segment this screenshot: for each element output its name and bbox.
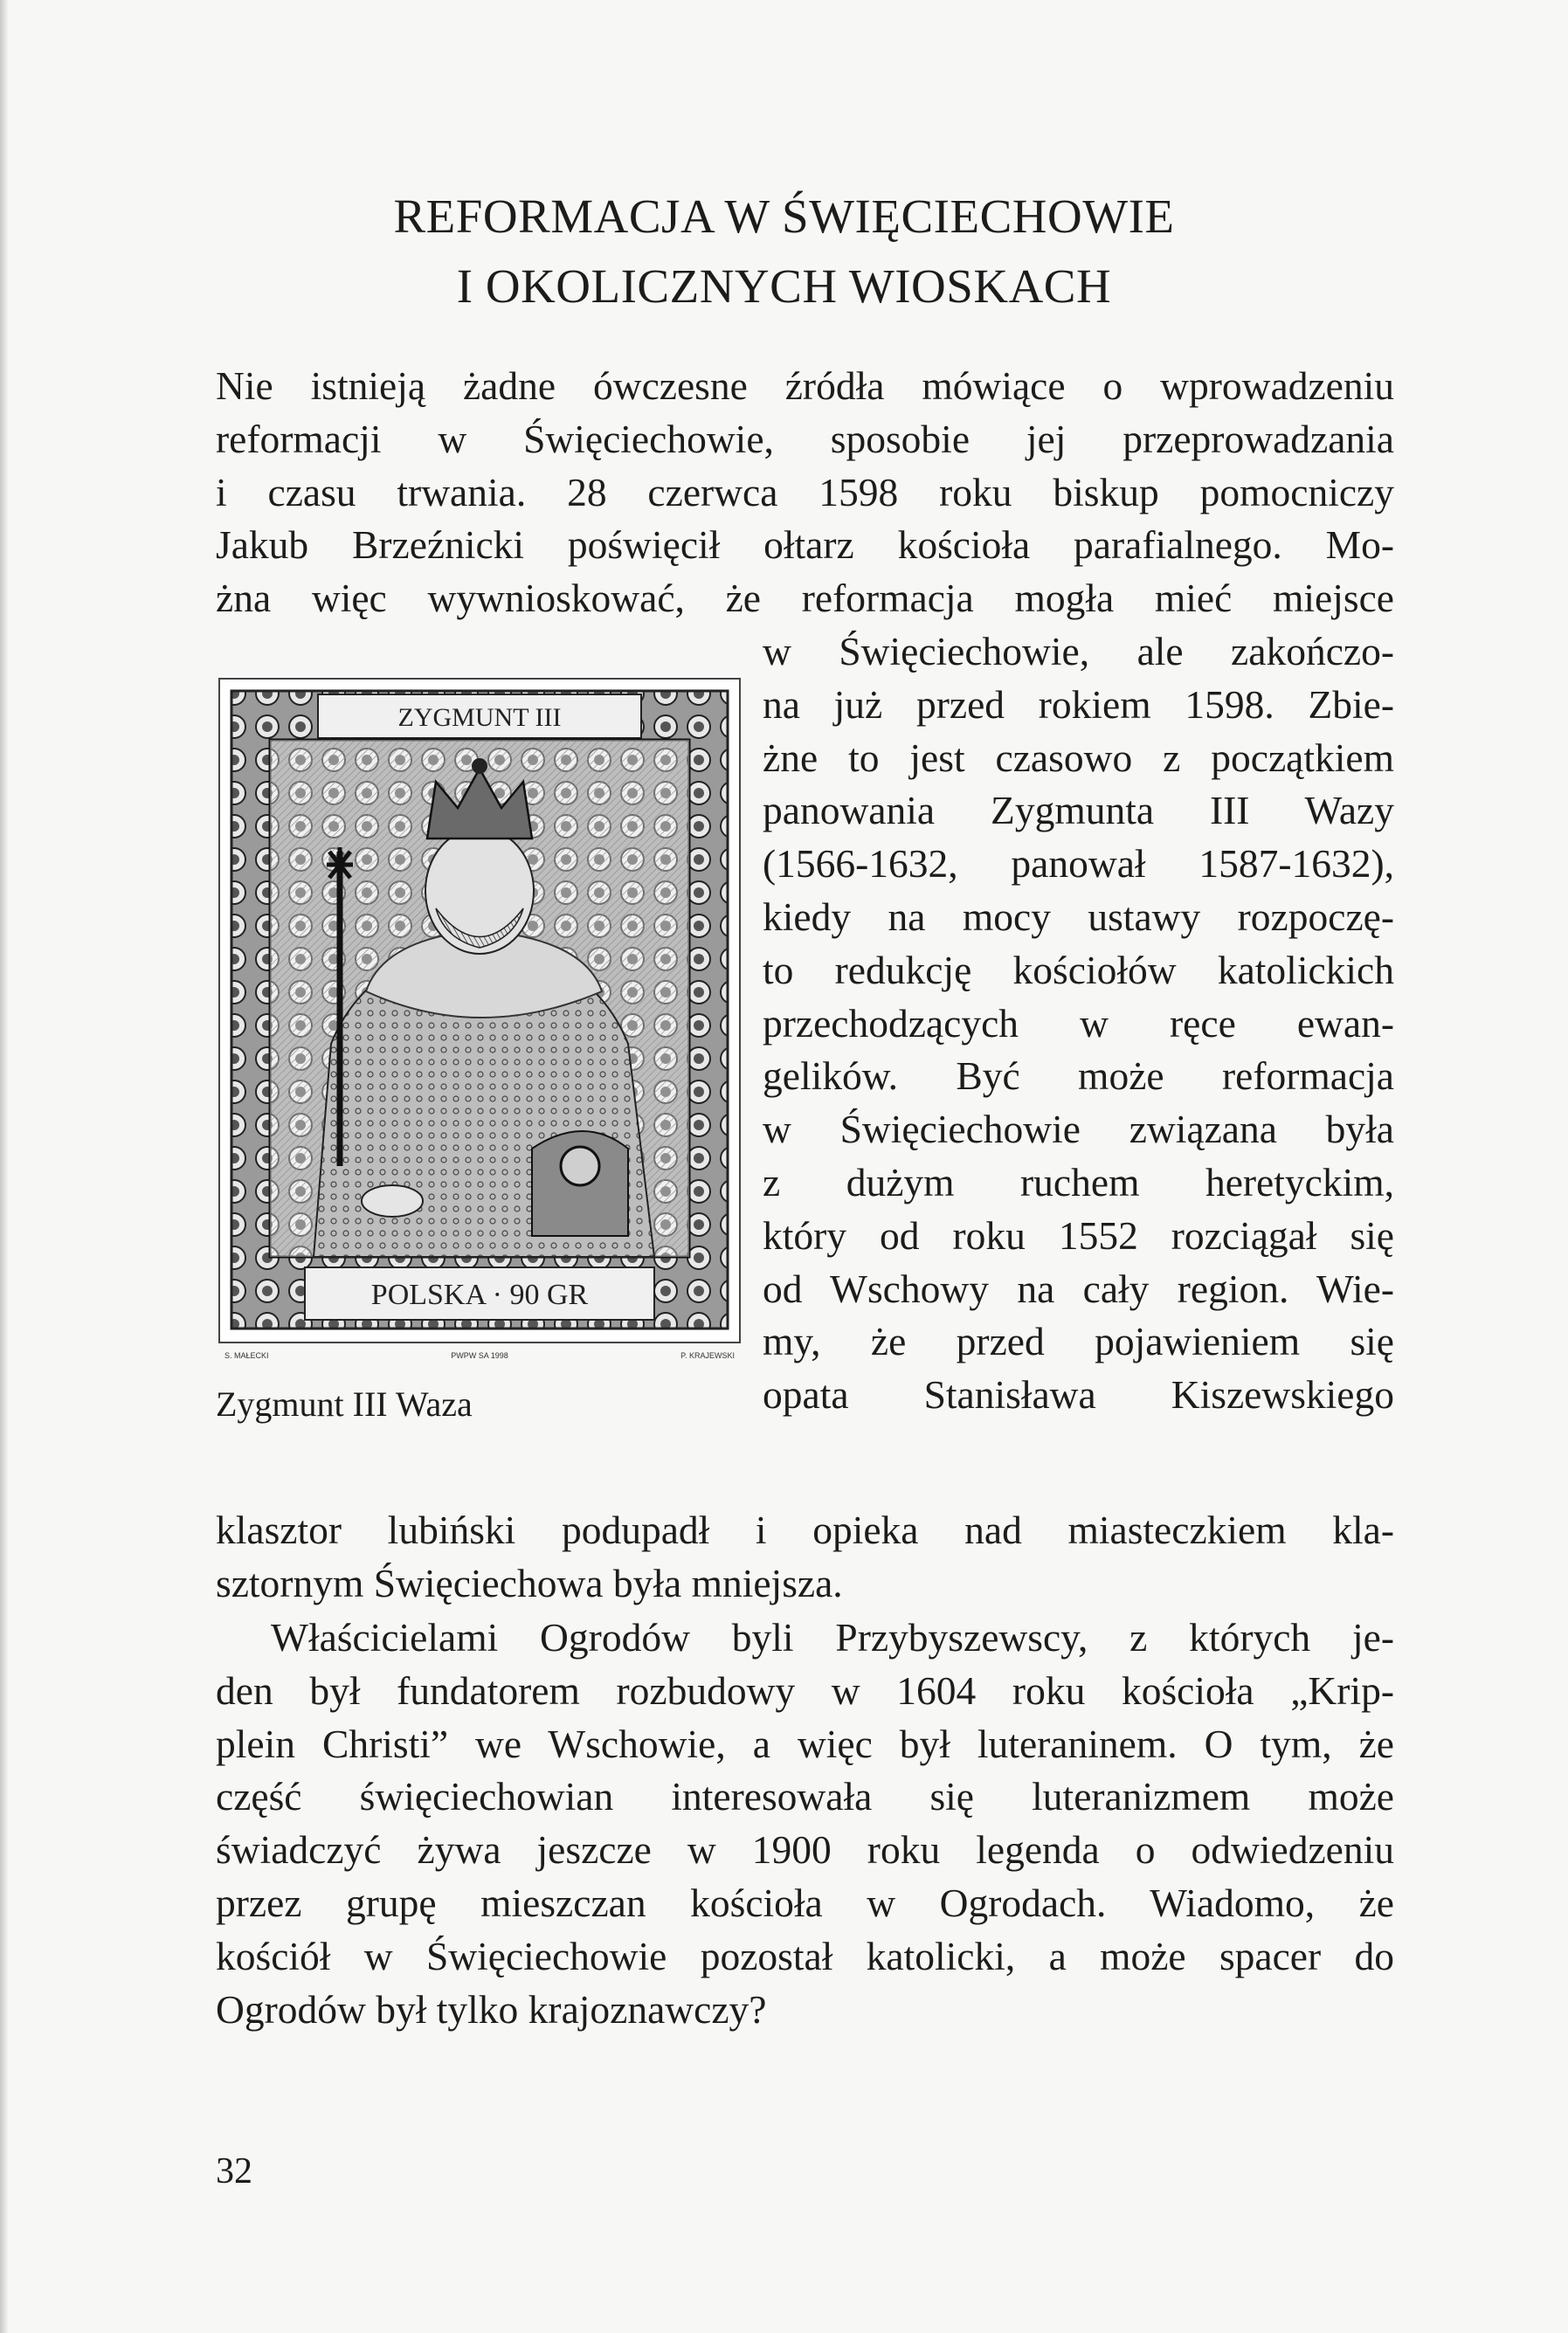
text-line: plein Christi” we Wschowie, a więc był luteraninem. O tym, że [216, 1721, 1394, 1766]
text-line: my, że przed pojawieniem się [763, 1319, 1394, 1364]
paragraph-1-full-width [216, 360, 1394, 625]
page-edge [0, 0, 9, 2333]
stamp-imprint-center: PWPW SA 1998 [451, 1351, 508, 1360]
text-line: część święciechowian interesowała się luteranizmem może [216, 1774, 1394, 1819]
text-line: na już przed rokiem 1598. Zbie- [763, 681, 1394, 727]
text-line: Właścicielami Ogrodów byli Przybyszewscy, z których je- [271, 1615, 1394, 1660]
page-number: 32 [216, 2151, 252, 2192]
text-line: gelików. Być może reformacja [763, 1053, 1394, 1099]
text-line: i czasu trwania. 28 czerwca 1598 roku biskup pomocniczy [216, 469, 1394, 514]
text-line: den był fundatorem rozbudowy w 1604 roku kościoła „Krip- [216, 1667, 1394, 1713]
text-line: Ogrodów był tylko krajoznawczy? [216, 1986, 767, 2032]
text-line: w Święciechowie związana była [763, 1107, 1394, 1152]
text-line: żna więc wywnioskować, że reformacja mogła mieć miejsce [216, 576, 1394, 621]
stamp-image [218, 677, 742, 1363]
text-line: w Święciechowie, ale zakończo- [763, 629, 1394, 673]
text-line: żne to jest czasowo z początkiem [763, 735, 1394, 780]
king-face [425, 828, 534, 954]
text-line: sztornym Święciechowa była mniejsza. [216, 1560, 843, 1605]
text-line: świadczyć żywa jeszcze w 1900 roku legenda o odwiedzeniu [216, 1827, 1394, 1873]
text-line: przechodzących w ręce ewan- [763, 1000, 1394, 1046]
text-line: opata Stanisława Kiszewskiego [763, 1372, 1394, 1418]
paragraph-1-beside-image [763, 625, 1394, 1422]
text-line: z dużym ruchem heretyckim, [763, 1159, 1394, 1204]
text-line: od Wschowy na cały region. Wie- [763, 1266, 1394, 1311]
text-line: to redukcję kościołów katolickich [763, 947, 1394, 992]
king-hand [362, 1185, 423, 1217]
image-caption: Zygmunt III Waza [216, 1384, 473, 1424]
text-line: panowania Zygmunta III Wazy [763, 788, 1394, 833]
text-line: który od roku 1552 rozciągał się [763, 1212, 1394, 1258]
paragraph-1-after-image [216, 1504, 1394, 1611]
text-line: reformacji w Święciechowie, sposobie jej przeprowadzania [216, 416, 1394, 461]
title-line-2: I OKOLICZNYCH WIOSKACH [456, 259, 1112, 313]
text-line: Nie istnieją żadne ówczesne źródła mówiące o wprowadzeniu [216, 363, 1394, 408]
stamp-imprint-left: S. MAŁECKI [224, 1351, 269, 1360]
text-line: kościół w Święciechowie pozostał katolicki, a może spacer do [216, 1933, 1394, 1978]
paragraph-2 [216, 1612, 1394, 2036]
stamp-top-label: ZYGMUNT III [397, 703, 562, 732]
text-line: przez grupę mieszczan kościoła w Ogrodach. Wiadomo, że [216, 1880, 1394, 1925]
page-title [0, 182, 1568, 321]
text-line: (1566-1632, panował 1587-1632), [763, 841, 1394, 887]
text-line: Jakub Brzeźnicki poświęcił ołtarz kościoła parafialnego. Mo- [216, 522, 1394, 568]
text-line: klasztor lubiński podupadł i opieka nad miasteczkiem kla- [216, 1508, 1394, 1552]
stamp-bottom-label: POLSKA · 90 GR [370, 1279, 589, 1311]
stamp-imprint-right: P. KRAJEWSKI [680, 1351, 735, 1360]
text-line: kiedy na mocy ustawy rozpoczę- [763, 894, 1394, 939]
title-line-1: REFORMACJA W ŚWIĘCIECHOWIE [393, 190, 1175, 243]
